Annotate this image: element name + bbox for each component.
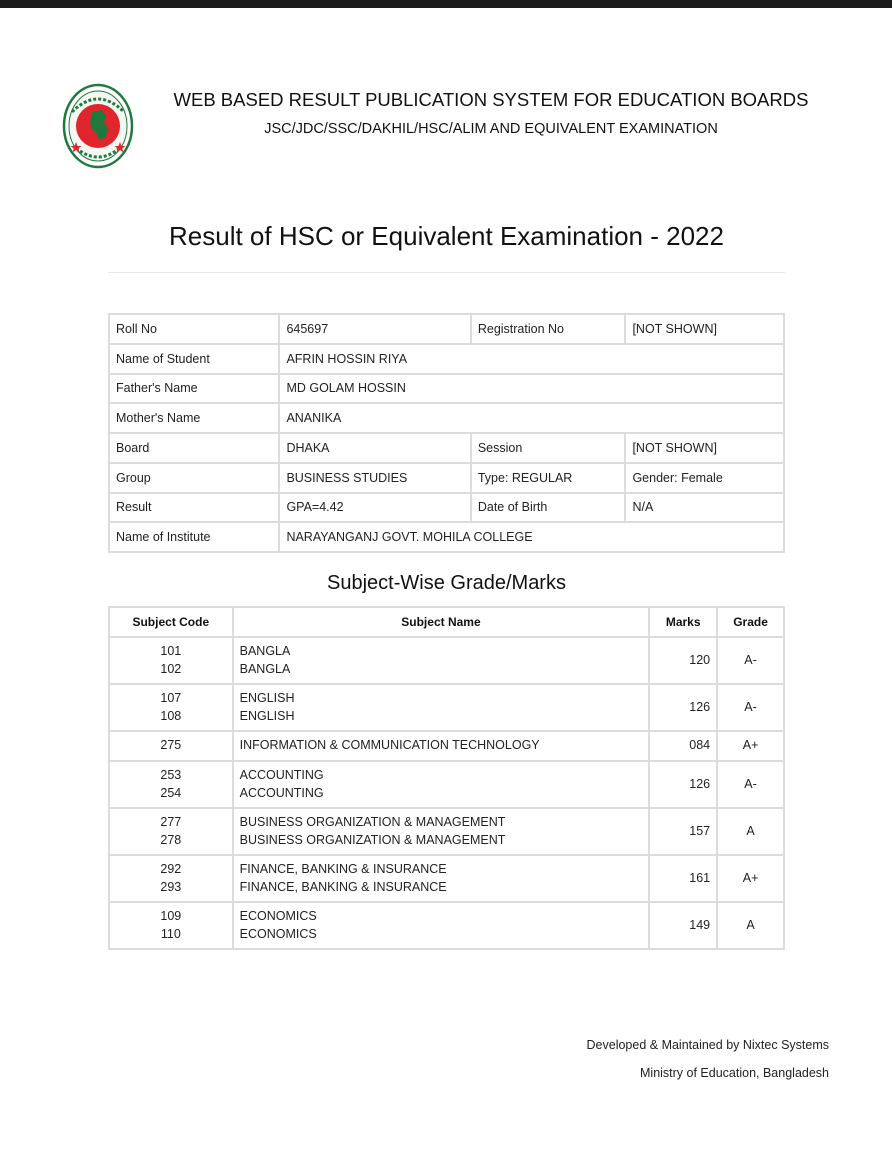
subject-name: ECONOMICS	[239, 926, 317, 941]
subject-code: 277	[160, 815, 182, 829]
student-info-table	[108, 313, 785, 553]
subject-name-cell	[233, 808, 650, 855]
subject-name-cell	[233, 637, 650, 684]
marks-cell: 084	[649, 731, 717, 761]
subject-name: ACCOUNTING	[239, 785, 324, 800]
grade-cell: A+	[717, 731, 784, 761]
result-label: Result	[109, 493, 279, 523]
mother-row	[109, 403, 784, 433]
institute-value: NARAYANGANJ GOVT. MOHILA COLLEGE	[279, 522, 784, 552]
divider	[108, 272, 785, 273]
student-name-value: AFRIN HOSSIN RIYA	[279, 344, 784, 374]
subject-name-cell	[233, 731, 650, 761]
subject-code: 109	[160, 909, 182, 923]
registration-label: Registration No	[471, 314, 626, 344]
grade-cell: A-	[717, 684, 784, 731]
subject-name-cell	[233, 902, 650, 949]
mother-name-value: ANANIKA	[279, 403, 784, 433]
government-seal-icon	[62, 82, 134, 170]
marks-header: Marks	[649, 607, 717, 637]
top-bar	[0, 0, 892, 8]
grade-cell: A-	[717, 761, 784, 808]
name-row	[109, 344, 784, 374]
subject-name: FINANCE, BANKING & INSURANCE	[239, 862, 447, 876]
grade-cell: A	[717, 808, 784, 855]
result-row	[109, 493, 784, 523]
roll-value: 645697	[279, 314, 470, 344]
subject-name: ENGLISH	[239, 708, 295, 723]
subject-name-cell	[233, 761, 650, 808]
subject-name: BUSINESS ORGANIZATION & MANAGEMENT	[239, 832, 506, 847]
father-name-value: MD GOLAM HOSSIN	[279, 374, 784, 404]
subject-code: 254	[160, 785, 182, 800]
subject-code: 293	[160, 879, 182, 894]
table-row	[109, 761, 784, 808]
grades-table	[108, 606, 785, 950]
subject-code-cell	[109, 808, 233, 855]
session-value: [NOT SHOWN]	[625, 433, 784, 463]
subject-name: FINANCE, BANKING & INSURANCE	[239, 879, 447, 894]
subject-name-cell	[233, 855, 650, 902]
subject-code: 102	[160, 661, 182, 676]
subject-code: 278	[160, 832, 182, 847]
table-row	[109, 855, 784, 902]
father-row	[109, 374, 784, 404]
subject-code-cell	[109, 684, 233, 731]
subject-name: ENGLISH	[239, 691, 295, 705]
subject-name: BANGLA	[239, 644, 291, 658]
subject-code: 107	[160, 691, 182, 705]
session-label: Session	[471, 433, 626, 463]
grades-section-title: Subject-Wise Grade/Marks	[327, 572, 566, 594]
grade-header: Grade	[717, 607, 784, 637]
board-value: DHAKA	[279, 433, 470, 463]
subject-code: 108	[160, 708, 182, 723]
gender-value: Gender: Female	[625, 463, 784, 493]
grade-cell: A-	[717, 637, 784, 684]
site-title: WEB BASED RESULT PUBLICATION SYSTEM FOR EDUCATION BOARDS	[173, 89, 809, 110]
table-row	[109, 808, 784, 855]
marks-cell: 120	[649, 637, 717, 684]
table-row	[109, 684, 784, 731]
marks-cell: 126	[649, 684, 717, 731]
marks-cell: 161	[649, 855, 717, 902]
dob-label: Date of Birth	[471, 493, 626, 523]
table-row	[109, 731, 784, 761]
roll-label: Roll No	[109, 314, 279, 344]
subject-name: ECONOMICS	[239, 909, 317, 923]
roll-row	[109, 314, 784, 344]
grade-cell: A	[717, 902, 784, 949]
footer-developer: Developed & Maintained by Nixtec Systems	[586, 1038, 829, 1052]
marks-cell: 126	[649, 761, 717, 808]
grade-cell: A+	[717, 855, 784, 902]
student-name-label: Name of Student	[109, 344, 279, 374]
subject-name: ACCOUNTING	[239, 768, 324, 782]
subject-code-cell	[109, 731, 233, 761]
mother-name-label: Mother's Name	[109, 403, 279, 433]
footer-ministry: Ministry of Education, Bangladesh	[640, 1066, 829, 1080]
registration-value: [NOT SHOWN]	[625, 314, 784, 344]
site-subtitle: JSC/JDC/SSC/DAKHIL/HSC/ALIM AND EQUIVALENT EXAMINATION	[264, 121, 718, 137]
type-value: Type: REGULAR	[471, 463, 626, 493]
marks-cell: 149	[649, 902, 717, 949]
subject-name: BANGLA	[239, 661, 291, 676]
subject-code: 275	[160, 738, 182, 753]
institute-row	[109, 522, 784, 552]
subject-code-header: Subject Code	[109, 607, 233, 637]
father-name-label: Father's Name	[109, 374, 279, 404]
page-title: Result of HSC or Equivalent Examination - 2022	[169, 221, 724, 251]
board-label: Board	[109, 433, 279, 463]
group-value: BUSINESS STUDIES	[279, 463, 470, 493]
subject-code: 110	[160, 926, 181, 941]
table-row	[109, 637, 784, 684]
subject-name: INFORMATION & COMMUNICATION TECHNOLOGY	[239, 738, 540, 753]
result-value: GPA=4.42	[279, 493, 470, 523]
subject-name-header: Subject Name	[233, 607, 650, 637]
dob-value: N/A	[625, 493, 784, 523]
group-label: Group	[109, 463, 279, 493]
subject-name-cell	[233, 684, 650, 731]
subject-code-cell	[109, 902, 233, 949]
subject-code: 292	[160, 862, 182, 876]
board-row	[109, 433, 784, 463]
subject-code-cell	[109, 761, 233, 808]
subject-code: 253	[160, 768, 182, 782]
subject-name: BUSINESS ORGANIZATION & MANAGEMENT	[239, 815, 506, 829]
subject-code-cell	[109, 855, 233, 902]
marks-cell: 157	[649, 808, 717, 855]
table-row	[109, 902, 784, 949]
subject-code: 101	[160, 644, 182, 658]
group-row	[109, 463, 784, 493]
grades-header-row	[109, 607, 784, 637]
institute-label: Name of Institute	[109, 522, 279, 552]
subject-code-cell	[109, 637, 233, 684]
